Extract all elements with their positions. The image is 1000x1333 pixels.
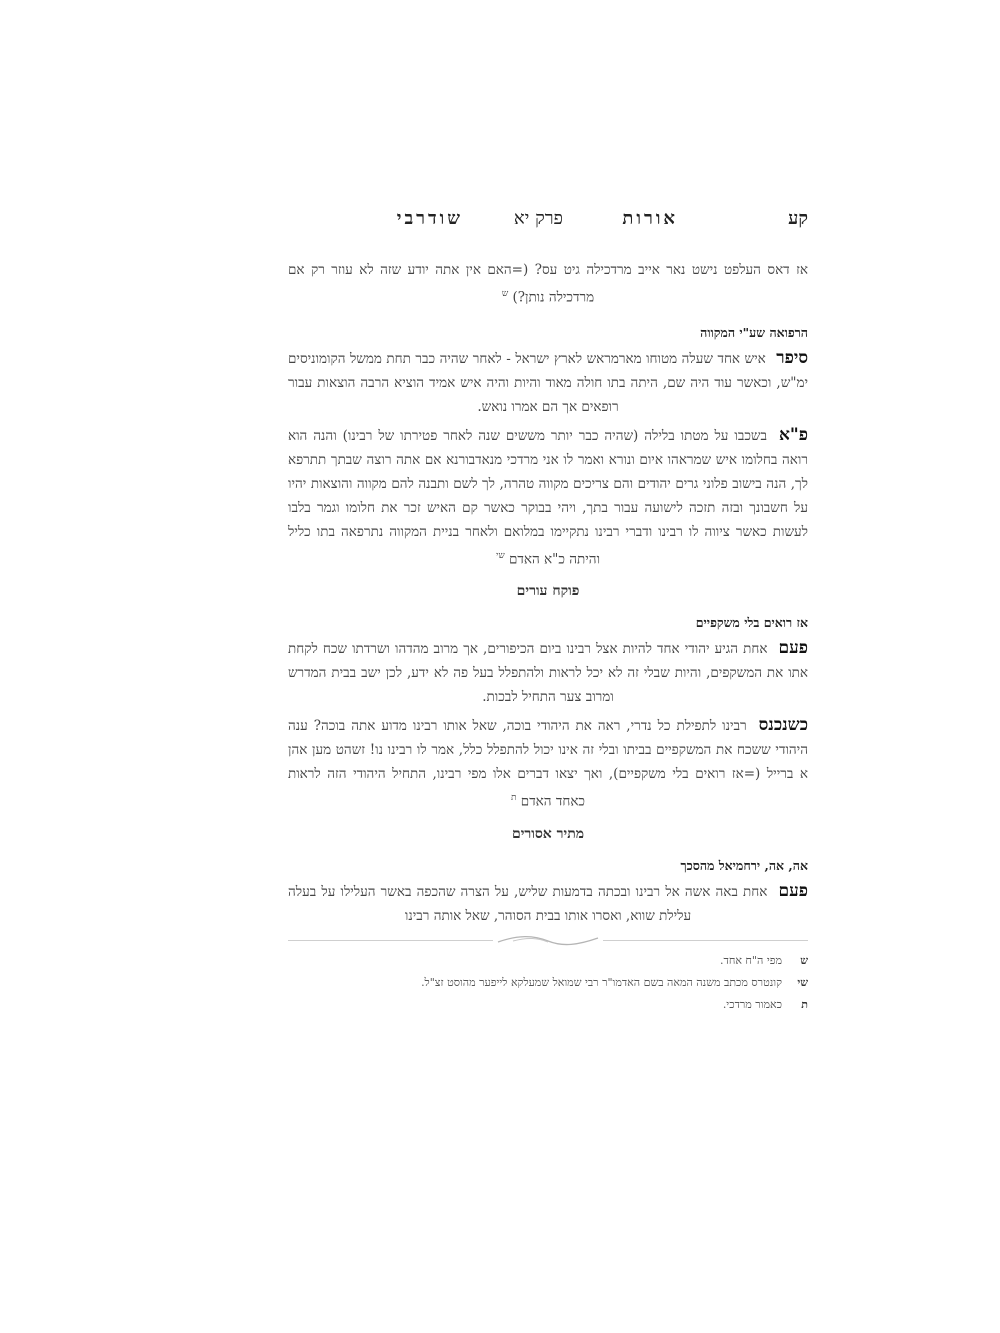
- lead-word: סיפר: [776, 347, 808, 368]
- footnote-ref: ת: [510, 793, 517, 803]
- paragraph-text: בשכבו על מטתו בלילה (שהיה כבר יותר מששים שנה לאחר פטירתו של רבינו) והנה הוא רואה בחלומו איש שמראהו איום ונורא ואמר לו אני מרדכי מנאדבורנא אם אתה רוצה שבתך תתרפא לך, הנה בישוב פלוני גרים יהודים והם צריכים מקווה טהרה, לך לשם ותבנה להם מקווה והוצאות יהיו על חשבונך ובזה תזכה לישועה עבור בתך, ויהי בבוקר כאשר קם האיש זכר את חלומו וגמר בלבו לעשות כאשר ציווה לו רבינו ודברי רבינו נתקיימו במלואם ולאחר בניית המקווה נתרפאה בתו כליל והיתה כ"א האדם: [288, 427, 808, 567]
- portion-name: שודרבי: [396, 208, 463, 229]
- footnote-divider: [288, 933, 808, 947]
- story-paragraph: [288, 636, 808, 709]
- lead-word: כשנכנס: [758, 715, 809, 735]
- section-heading: הרפואה שע"י המקווה: [700, 324, 808, 340]
- paragraph-text: איש אחד שעלה מטוחו מארמראש לארץ ישראל - לאחר שהיה כבר תחת ממשל הקומוניסים ימ"ש, וכאשר עוד היה שם, היתה בתו חולה מאוד והיות והיה איש אמיד הוציא הרבה הוצאות עבור רופאים אך הם אמרו נואש.: [288, 350, 808, 415]
- footnote: [288, 972, 808, 994]
- footnotes: [288, 950, 808, 1016]
- lead-word: פ"א: [778, 424, 808, 445]
- chapter-section-title: פוקח עורים: [516, 583, 580, 599]
- footnote-mark: שי: [797, 976, 808, 989]
- story-paragraph: [288, 879, 808, 928]
- story-paragraph: [288, 346, 808, 419]
- story-paragraph: [288, 713, 808, 814]
- footnote: [288, 950, 808, 972]
- footnote: [288, 994, 808, 1016]
- page-number: קע: [788, 208, 808, 229]
- book-name: אורות: [622, 208, 678, 229]
- intro-text: אז דאס העלפט נישט נאר אייב מרדכילה גיט עס? (=האם אין אתה יודע שזה לא עוזר רק אם מרדכילה נותן?): [288, 262, 808, 306]
- section-heading: אז רואים בלי משקפיים: [695, 615, 808, 630]
- footnote-mark: ת: [801, 998, 808, 1011]
- footnote-ref: ש: [501, 289, 509, 299]
- intro-paragraph: [288, 258, 808, 310]
- main-text: [288, 258, 808, 928]
- footnote-text: כאמור מרדכי.: [722, 998, 782, 1011]
- paragraph-text: רבינו לתפילת כל נדרי, ראה את היהודי בוכה, שאל אותו רבינו מדוע אתה בוכה? ענה היהודי ששכח את המשקפיים בביתו ובלי זה אינו יכול להתפלל כלל, אמר לו רבינו נו! זשהט מען אהן א ברייל (=אז רואים בלי משקפיים), ואך יצאו דברים אלו מפי רבינו, התחיל היהודי הזה לראות כאחד האדם: [288, 718, 808, 810]
- lead-word: פעם: [778, 880, 808, 901]
- footnote-text: קונטרס מכתב משנה המאה בשם האדמו"ר רבי שמואל שמעלקא לייפער מהוסט זצ"ל.: [421, 976, 782, 989]
- section-heading: אה, אה, ירחמיאל מהסכך: [680, 857, 808, 873]
- ornament-icon: [493, 933, 603, 947]
- running-header: [288, 208, 808, 238]
- paragraph-text: אחת הגיע יהודי אחד להיות אצל רבינו ביום הכיפורים, אך מרוב מהדהו ושרדתו שכח לקחת אתו את המשקפים, והיות שבלי זה לא יכל לראות ולהתפלל בעל פה לא ידע, לכן ישב בבית המדרש ומרוב צער התחיל לבכות.: [288, 641, 808, 705]
- chapter-section-title: מתיר אסורים: [511, 825, 585, 842]
- chapter-label: פרק יא: [513, 208, 563, 229]
- story-paragraph: [288, 423, 808, 572]
- footnote-ref: שי: [495, 550, 505, 561]
- footnote-mark: ש: [800, 954, 808, 967]
- paragraph-text: אחת באה אשה אל רבינו ובכתה בדמעות שליש, על הצרה שהכפה באשר העלילו על בעלה עלילת שווא, ואסרו אותו בבית הסוהר, שאל אותה רבינו: [288, 883, 768, 924]
- footnote-text: מפי ה"ח אחד.: [720, 954, 782, 967]
- lead-word: פעם: [778, 638, 808, 658]
